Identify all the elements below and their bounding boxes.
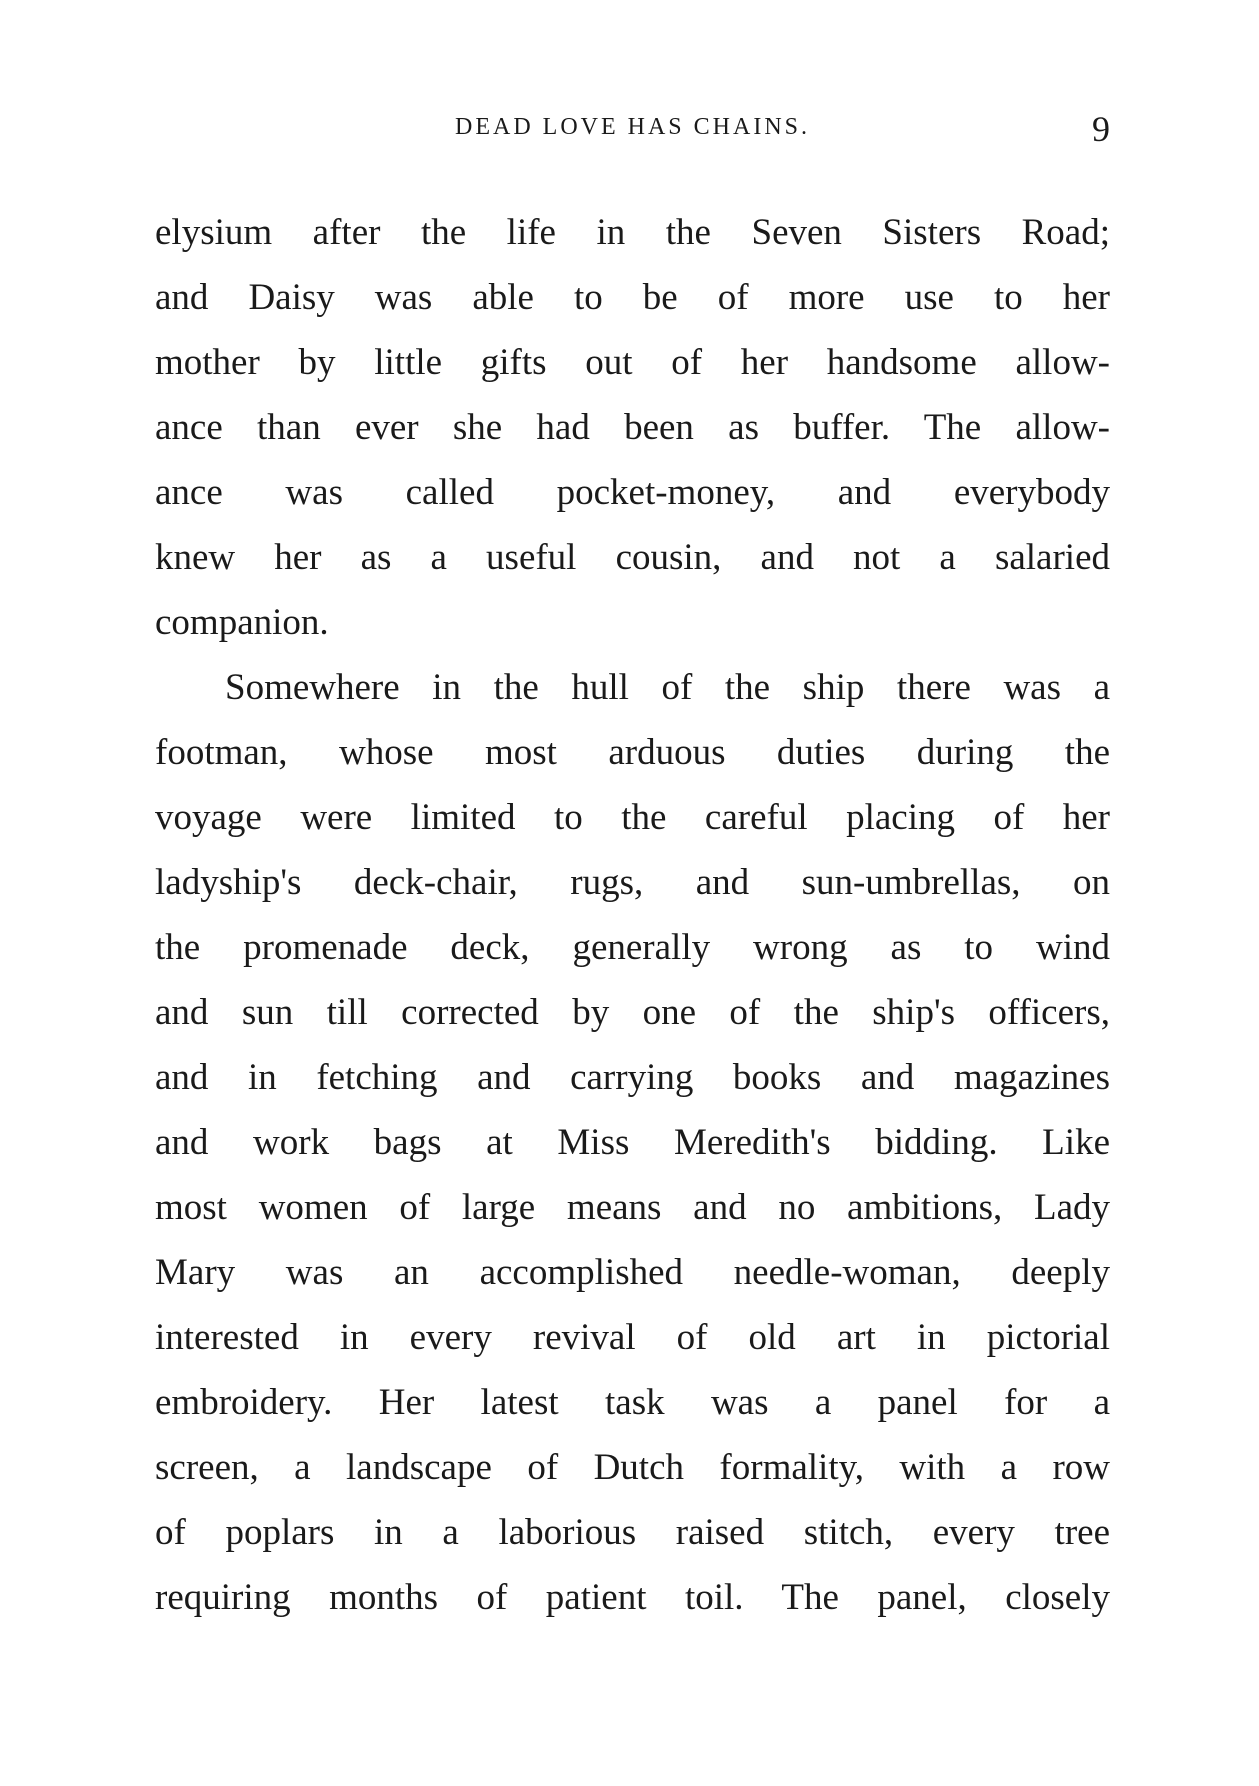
text-line: embroidery. Her latest task was a panel for a (155, 1382, 1110, 1423)
text-line: companion. (155, 602, 329, 643)
text-line: and work bags at Miss Meredith's bidding. Like (155, 1122, 1110, 1163)
text-line: voyage were limited to the careful placing of her (155, 797, 1110, 838)
text-line: and in fetching and carrying books and magazines (155, 1057, 1110, 1098)
text-line: ladyship's deck-chair, rugs, and sun-umbrellas, on (155, 862, 1110, 903)
running-head (155, 108, 1110, 152)
text-line: and sun till corrected by one of the ship's officers, (155, 992, 1110, 1033)
body-text (155, 200, 1110, 1630)
text-line: knew her as a useful cousin, and not a salaried (155, 537, 1110, 578)
text-line: elysium after the life in the Seven Sisters Road; (155, 212, 1110, 253)
text-line: screen, a landscape of Dutch formality, with a row (155, 1447, 1110, 1488)
text-line: mother by little gifts out of her handsome allow- (155, 342, 1110, 383)
text-line: ance was called pocket-money, and everybody (155, 472, 1110, 513)
page-number: 9 (1092, 109, 1110, 149)
text-line: footman, whose most arduous duties during the (155, 732, 1110, 773)
text-line: ance than ever she had been as buffer. The allow- (155, 407, 1110, 448)
text-line: requiring months of patient toil. The panel, closely (155, 1577, 1110, 1618)
text-line: the promenade deck, generally wrong as to wind (155, 927, 1110, 968)
text-line: most women of large means and no ambitions, Lady (155, 1187, 1110, 1228)
text-line: Mary was an accomplished needle-woman, deeply (155, 1252, 1110, 1293)
text-line: interested in every revival of old art in pictorial (155, 1317, 1110, 1358)
text-line: of poplars in a laborious raised stitch, every tree (155, 1512, 1110, 1553)
text-line: Somewhere in the hull of the ship there was a (225, 667, 1110, 708)
text-line: and Daisy was able to be of more use to her (155, 277, 1110, 318)
running-title: DEAD LOVE HAS CHAINS. (455, 114, 810, 140)
